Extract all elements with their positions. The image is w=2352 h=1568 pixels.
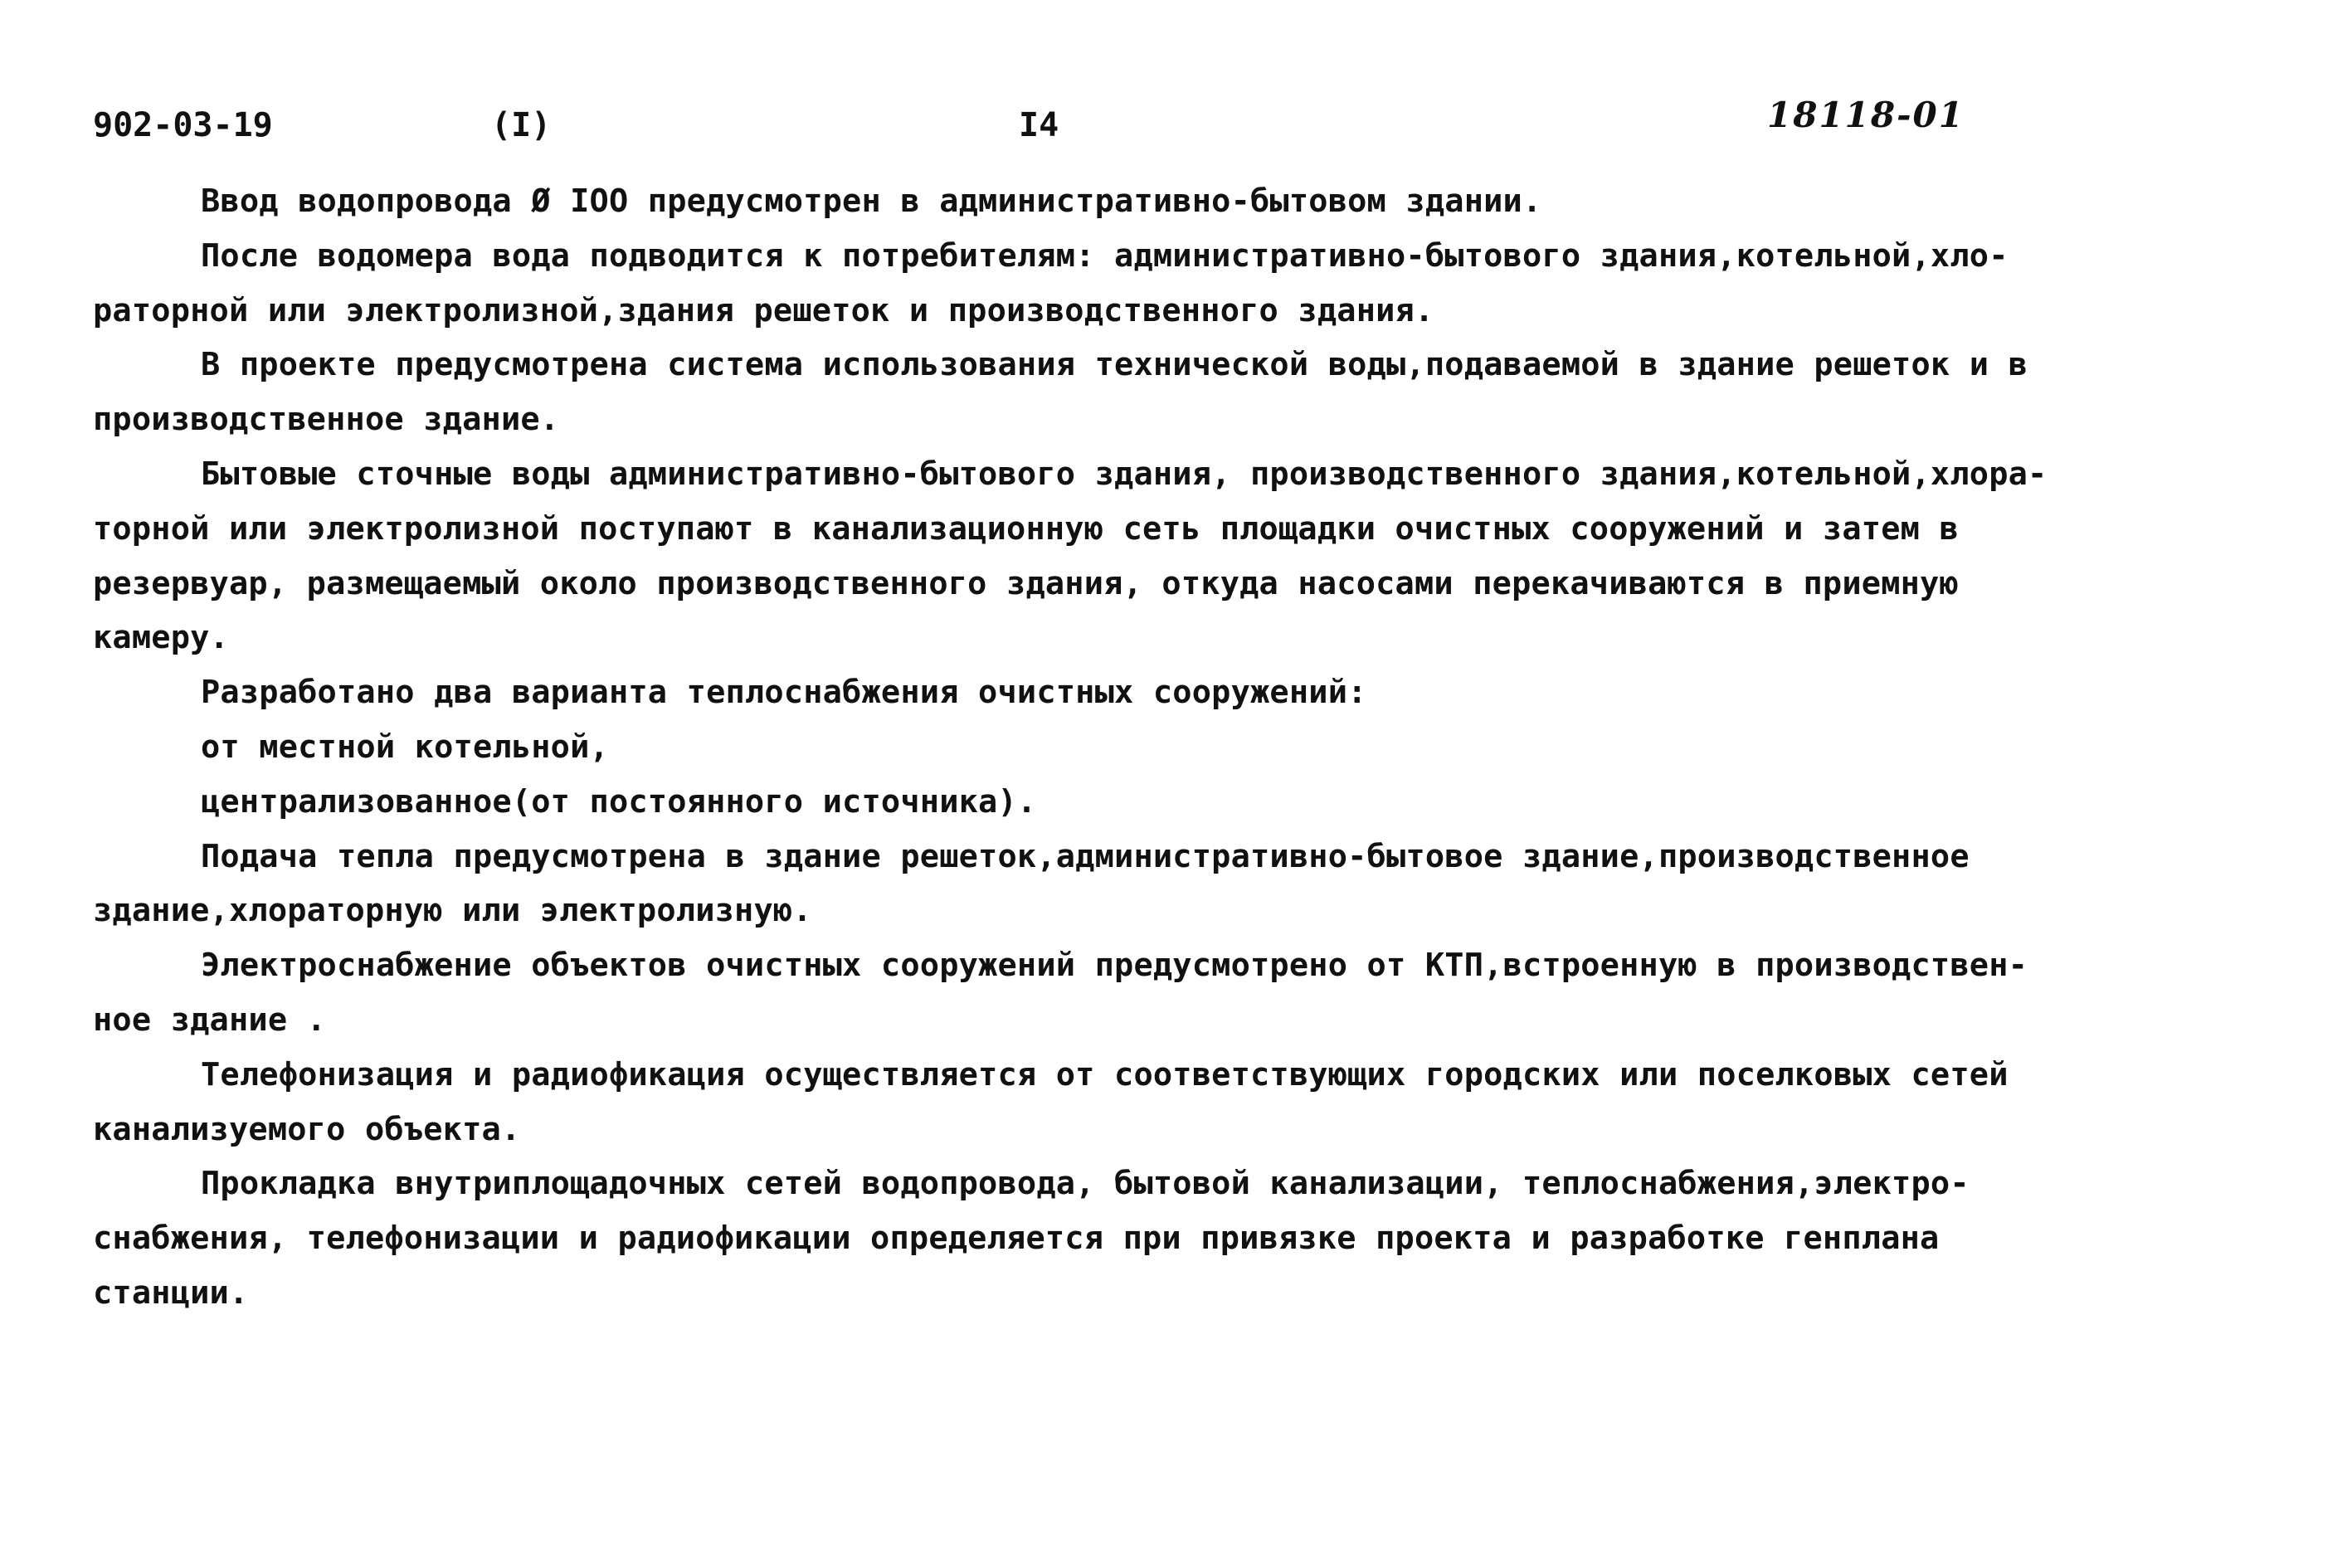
- text-line: торной или электролизной поступают в канализационную сеть площадки очистных сооружений и затем в: [93, 509, 1959, 548]
- text-line: Электроснабжение объектов очистных сооружений предусмотрено от КТП,встроенную в производствен-: [201, 947, 2028, 985]
- text-line: канализуемого объекта.: [93, 1110, 521, 1148]
- document-body: [93, 174, 2291, 1321]
- text-line: Ввод водопровода Ø IOO предусмотрен в административно-бытовом здании.: [201, 183, 1542, 220]
- text-line: Бытовые сточные воды административно-бытового здания, производственного здания,котельной,хлора-: [201, 455, 2048, 493]
- text-line: ное здание .: [93, 1001, 327, 1039]
- text-line: Прокладка внутриплощадочных сетей водопровода, бытовой канализации, теплоснабжения,электро-: [201, 1165, 1970, 1203]
- sheet-marker: (I): [491, 106, 552, 144]
- text-line: Подача тепла предусмотрена в здание решеток,административно-бытовое здание,производственное: [201, 837, 1970, 875]
- text-line: здание,хлораторную или электролизную.: [93, 892, 812, 930]
- text-line: резервуар, размещаемый около производственного здания, откуда насосами перекачиваются в приемную: [93, 564, 1959, 602]
- text-line: производственное здание.: [93, 401, 560, 439]
- text-line: снабжения, телефонизации и радиофикации определяется при привязке проекта и разработке генплана: [93, 1220, 1940, 1258]
- text-line: раторной или электролизной,здания решеток и производственного здания.: [93, 291, 1434, 329]
- text-line: После водомера вода подводится к потребителям: административно-бытового здания,котельной,хло-: [201, 236, 2009, 275]
- page-number: I4: [1019, 106, 1059, 144]
- project-code: 902-03-19: [93, 106, 273, 144]
- text-line: от местной котельной,: [201, 728, 609, 766]
- page-header: [0, 95, 2352, 156]
- text-line: централизованное(от постоянного источника).: [201, 782, 1037, 821]
- text-line: камеру.: [93, 619, 229, 657]
- text-line: станции.: [93, 1273, 249, 1312]
- text-line: Телефонизация и радиофикация осуществляется от соответствующих городских или поселковых сетей: [201, 1055, 2009, 1093]
- text-line: В проекте предусмотрена система использования технической воды,подаваемой в здание решеток и в: [201, 346, 2028, 384]
- inventory-number: 18118-01: [1767, 95, 1965, 135]
- text-line: Разработано два варианта теплоснабжения очистных сооружений:: [201, 674, 1367, 712]
